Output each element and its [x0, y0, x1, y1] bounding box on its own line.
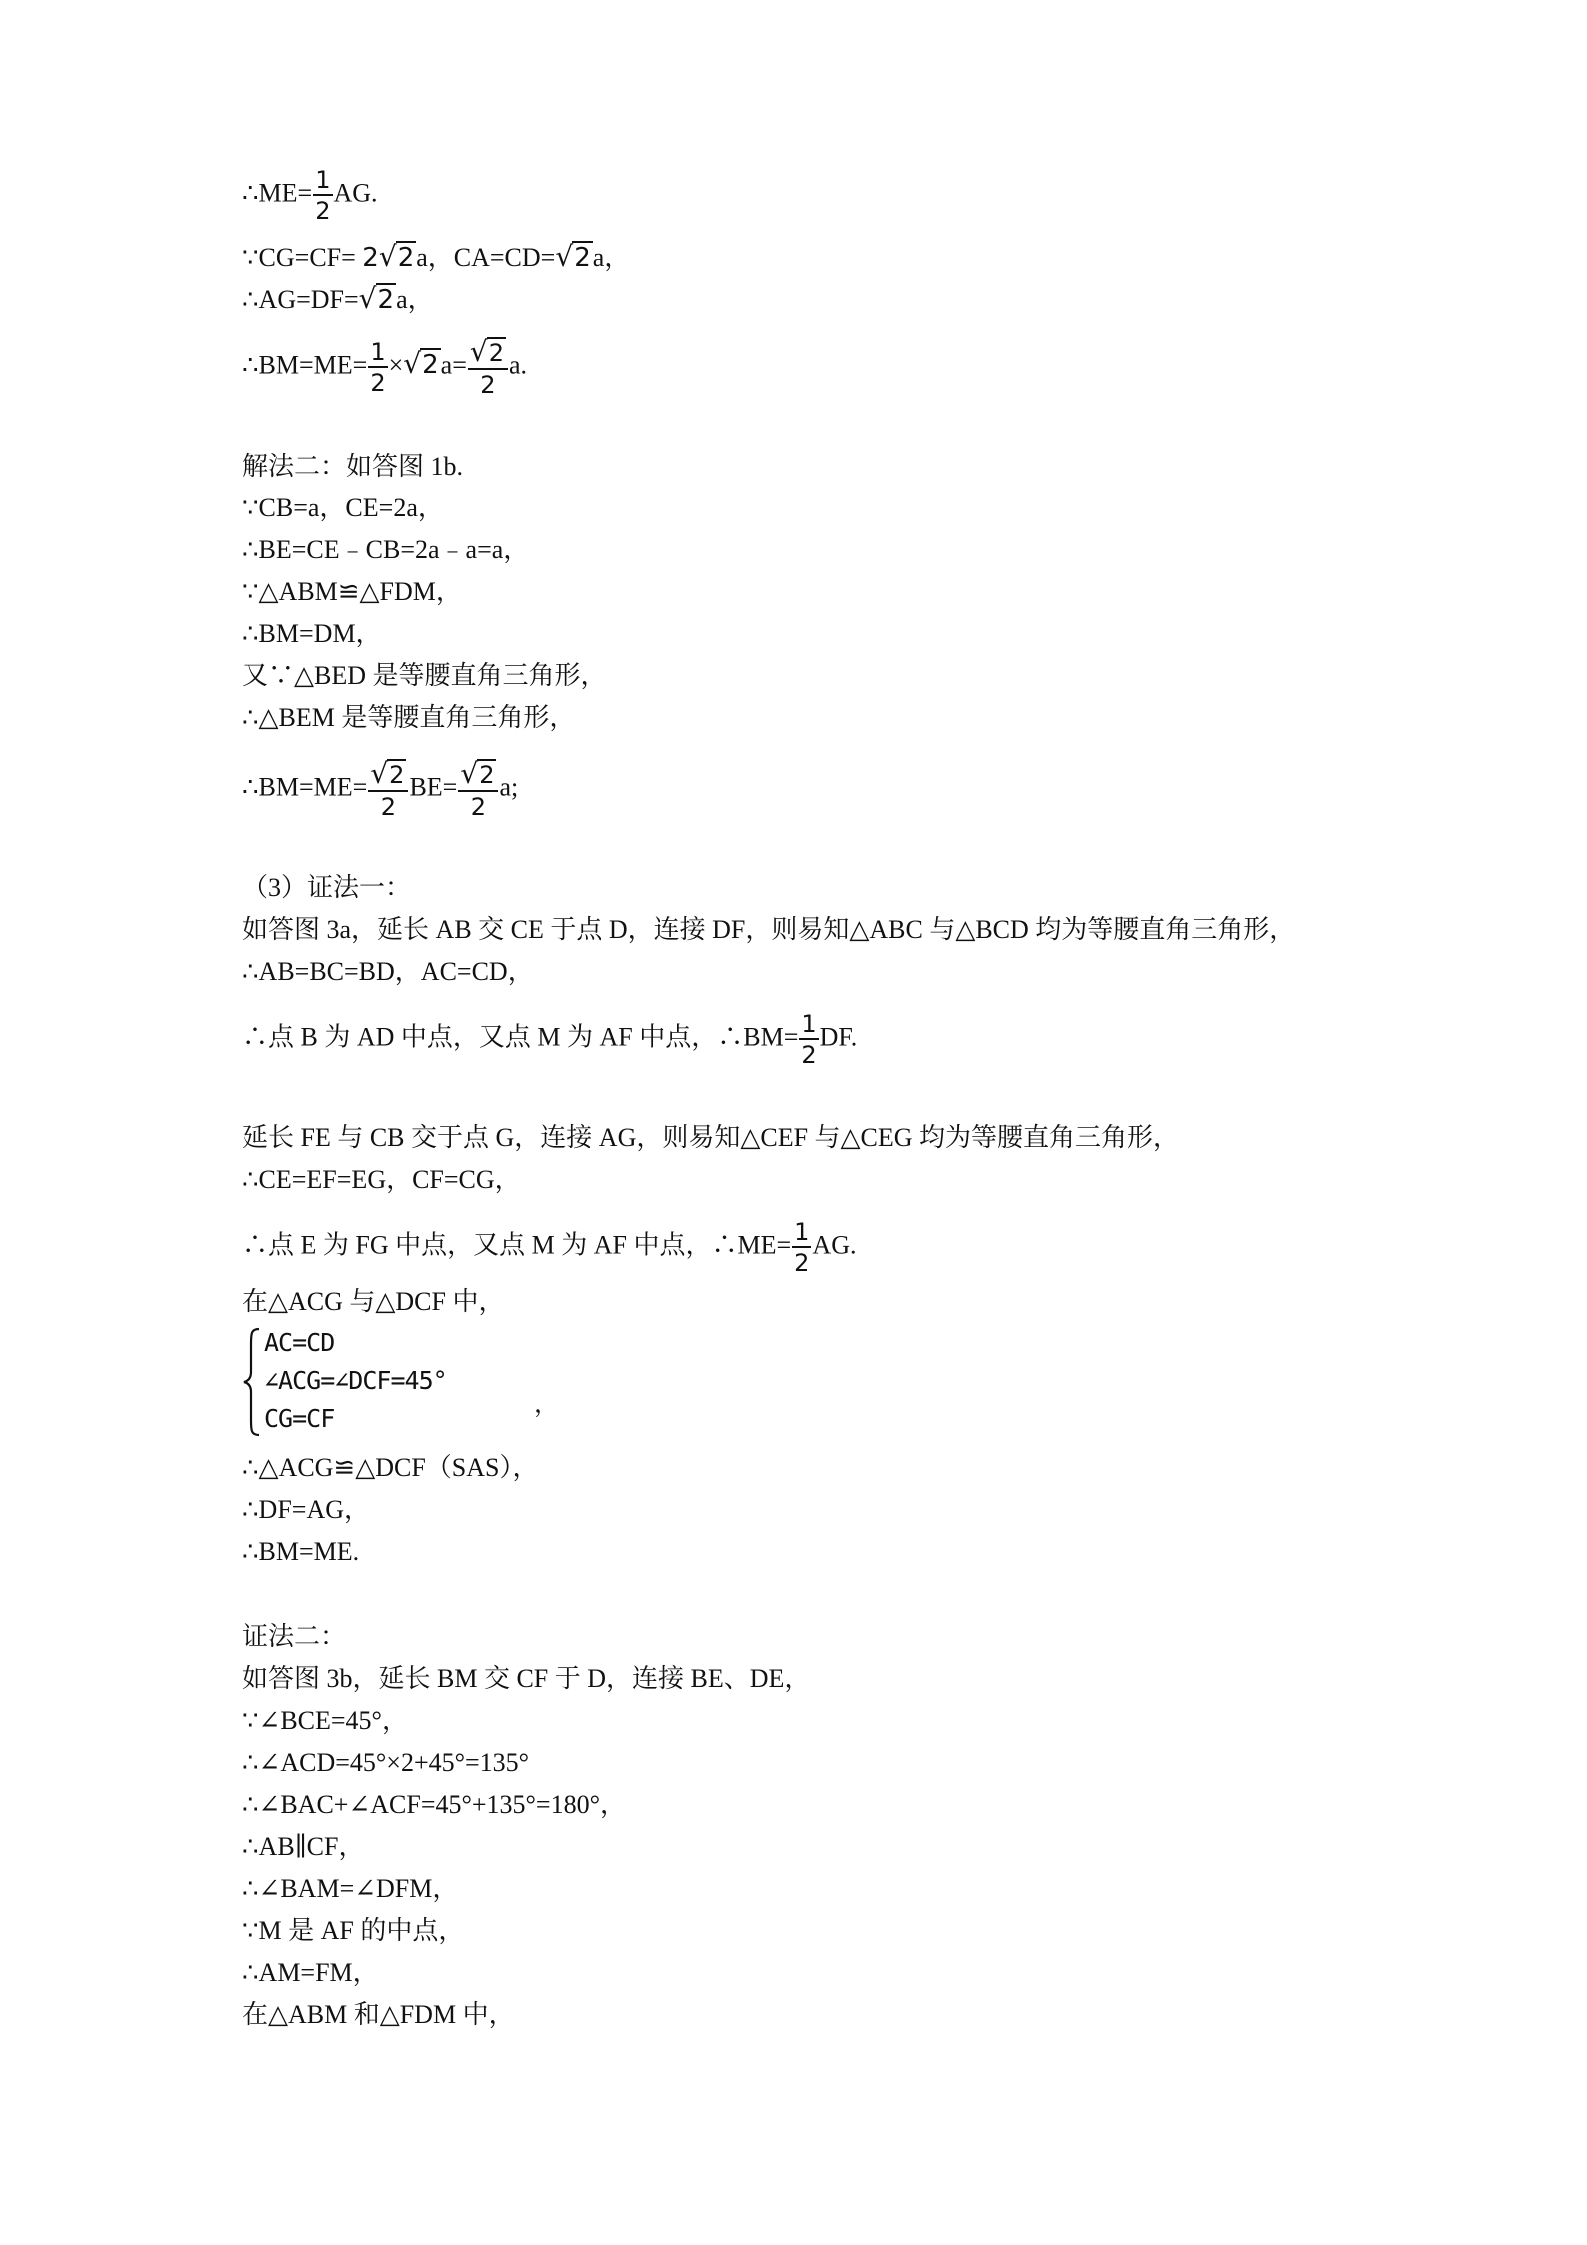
text: ∴点 E 为 FG 中点，又点 M 为 AF 中点，∴ME= [242, 1230, 792, 1260]
text-line: ∴AM=FM， [242, 1958, 379, 1987]
text-line: ∴△BEM 是等腰直角三角形， [242, 703, 576, 732]
text-line: ∴BM=DM， [242, 619, 382, 648]
text: DF. [819, 1022, 858, 1052]
sqrt-expression [403, 347, 440, 382]
text: ∴BM=ME= [242, 350, 368, 380]
text-line: ∴∠BAC+∠ACF=45°+135°=180°， [242, 1790, 626, 1819]
sqrt-expression [460, 757, 496, 790]
text: ∴AG=DF= [242, 285, 359, 314]
radical-sign: √ [460, 757, 479, 790]
line-bm-half-df [242, 1012, 857, 1067]
left-brace-icon [242, 1326, 262, 1438]
text: a= [440, 350, 467, 380]
text: BE= [409, 772, 458, 802]
fraction [468, 335, 508, 399]
text-line: 如答图 3a，延长 AB 交 CE 于点 D，连接 DF，则易知△ABC 与△BCD 均为等腰直角三角形， [242, 915, 1296, 944]
sqrt-expression [359, 282, 396, 317]
part3-heading: （3）证法一： [242, 873, 412, 902]
line-bm-me-be [242, 757, 519, 821]
method2-proof-heading: 证法二： [242, 1622, 347, 1651]
text: AG. [333, 178, 378, 208]
sqrt-expression [469, 335, 506, 368]
text: a. [509, 350, 528, 380]
line-ag-df [242, 282, 434, 317]
text-line: 在△ABM 和△FDM 中， [242, 2000, 515, 2029]
text-line: ∴BE=CE﹣CB=2a﹣a=a， [242, 535, 530, 564]
text-line: ∴AB=BC=BD，AC=CD， [242, 957, 534, 986]
system-row-1: AC=CD [264, 1328, 335, 1357]
times-sign: × [388, 350, 404, 380]
radicand: 2 [377, 285, 395, 315]
fraction-denominator: 2 [315, 197, 331, 225]
text-line: ∴BM=ME. [242, 1537, 360, 1566]
text-line: ∵△ABM≌△FDM， [242, 577, 462, 606]
text: ∴BM=ME= [242, 772, 368, 802]
sqrt-expression [555, 240, 592, 275]
system-comma: ， [534, 1389, 560, 1418]
fraction [368, 340, 387, 395]
radicand: 2 [389, 761, 405, 789]
fraction [368, 757, 408, 821]
text-line: ∴CE=EF=EG，CF=CG， [242, 1165, 521, 1194]
coefficient: 2 [362, 243, 379, 273]
text: a， [592, 243, 631, 272]
fraction-numerator [458, 757, 498, 792]
system-row-3: CG=CF [264, 1404, 335, 1433]
fraction-denominator: 2 [794, 1249, 810, 1277]
fraction-numerator [468, 335, 508, 370]
fraction [458, 757, 498, 821]
text-line: 延长 FE 与 CB 交于点 G，连接 AG，则易知△CEF 与△CEG 均为等腰直角三角形， [242, 1123, 1180, 1152]
line-bm-me-value [242, 335, 528, 399]
sqrt-expression [370, 757, 406, 790]
radical-sign: √ [358, 282, 377, 315]
fraction-denominator: 2 [470, 793, 487, 821]
text: ∴点 B 为 AD 中点，又点 M 为 AF 中点，∴BM= [242, 1022, 799, 1052]
line-me-half-ag [242, 168, 378, 223]
text-line: 在△ACG 与△DCF 中， [242, 1287, 505, 1316]
fraction-numerator [368, 757, 408, 792]
radical-sign: √ [469, 335, 488, 368]
text-line: ∴△ACG≌△DCF（SAS）， [242, 1453, 539, 1482]
fraction [799, 1012, 818, 1067]
radicand: 2 [422, 350, 439, 381]
text-line: ∵M 是 AF 的中点， [242, 1916, 465, 1945]
text: AG. [812, 1230, 857, 1260]
text: a， [396, 285, 434, 314]
fraction-denominator: 2 [370, 369, 386, 397]
fraction-denominator: 2 [380, 793, 397, 821]
radicand: 2 [479, 761, 495, 789]
line-me-half-ag-2 [242, 1220, 856, 1275]
fraction-numerator: 1 [794, 1218, 810, 1246]
fraction-numerator: 1 [315, 166, 331, 194]
text: ∴ME= [242, 178, 313, 208]
line-cg-cf [242, 240, 630, 275]
sqrt-expression [379, 240, 416, 275]
text-line: ∴DF=AG， [242, 1495, 370, 1524]
text-line: 又∵△BED 是等腰直角三角形， [242, 661, 607, 690]
fraction-denominator: 2 [480, 371, 496, 399]
text-line: 如答图 3b，延长 BM 交 CF 于 D，连接 BE、DE， [242, 1664, 811, 1693]
equation-system [242, 1326, 562, 1438]
text-line: ∵CB=a，CE=2a， [242, 493, 444, 522]
text-line: ∴AB∥CF， [242, 1832, 365, 1861]
radicand: 2 [574, 243, 591, 273]
text-line: ∵∠BCE=45°， [242, 1706, 408, 1735]
text-line: ∴∠BAM=∠DFM， [242, 1874, 459, 1903]
radical-sign: √ [370, 757, 389, 790]
text: a，CA=CD= [416, 243, 556, 272]
method2-heading: 解法二：如答图 1b. [242, 452, 464, 481]
radical-sign: √ [555, 240, 574, 273]
fraction-numerator: 1 [370, 338, 386, 366]
radicand: 2 [397, 243, 415, 273]
radical-sign: √ [403, 347, 422, 381]
text: ∵CG=CF= [242, 243, 363, 272]
radical-sign: √ [378, 240, 397, 273]
fraction [792, 1220, 811, 1275]
text: a; [499, 772, 519, 802]
system-row-2: ∠ACG=∠DCF=45° [264, 1366, 447, 1395]
fraction [313, 168, 332, 223]
fraction-numerator: 1 [801, 1010, 817, 1038]
radicand: 2 [488, 339, 504, 367]
text-line: ∴∠ACD=45°×2+45°=135° [242, 1748, 530, 1777]
fraction-denominator: 2 [801, 1041, 817, 1069]
